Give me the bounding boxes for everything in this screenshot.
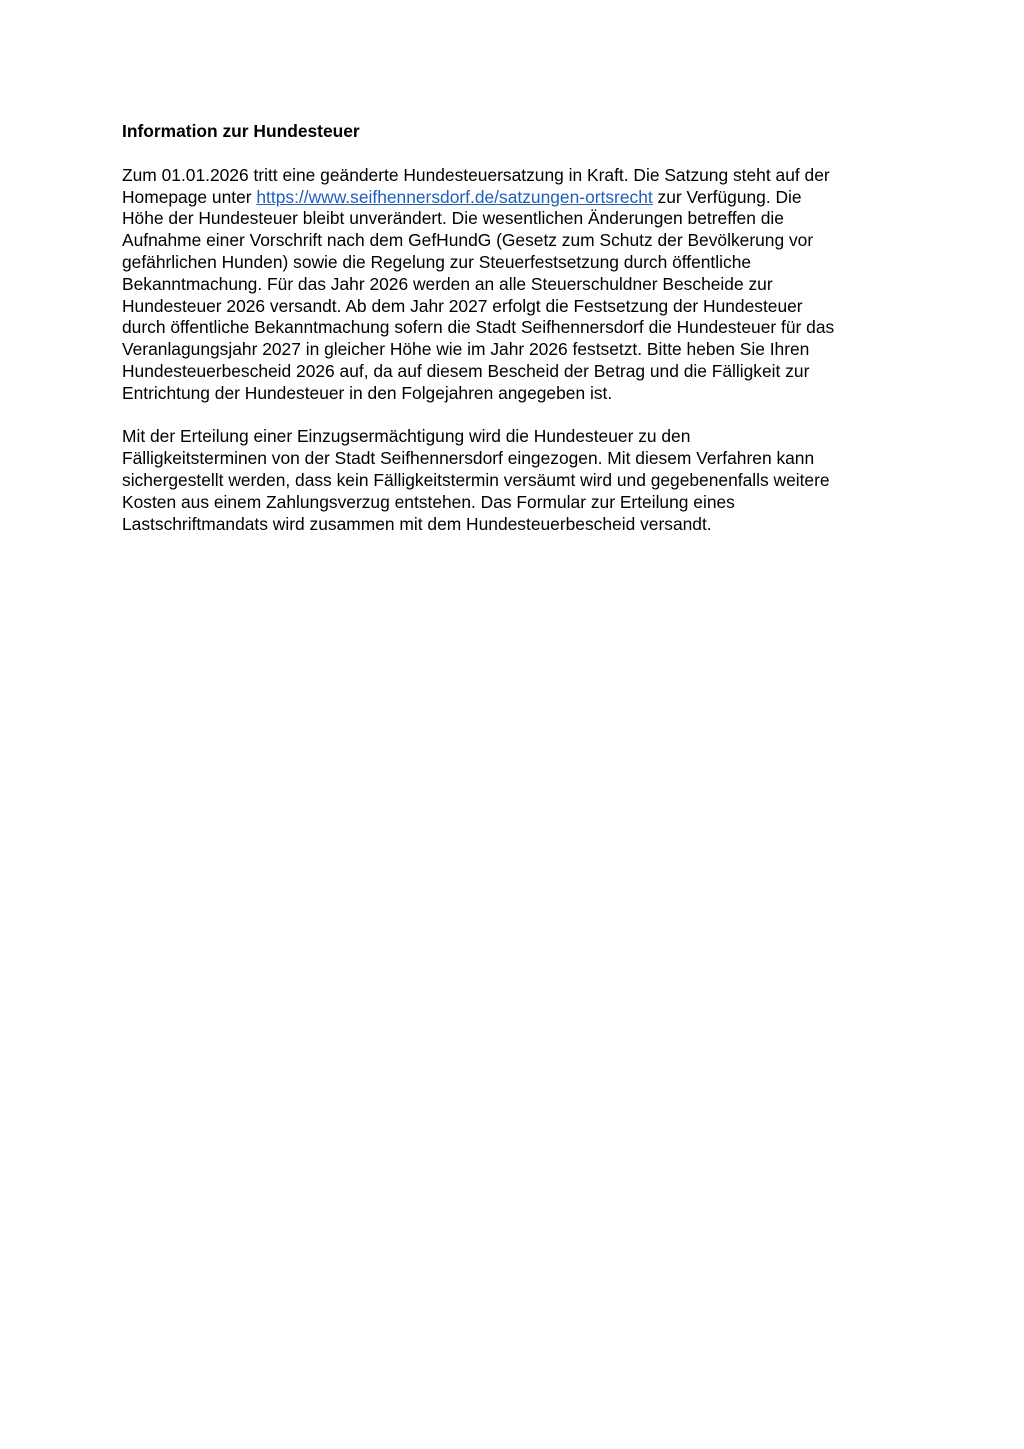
paragraph-line-with-link — [122, 187, 912, 209]
document-title: Information zur Hundesteuer — [122, 121, 360, 141]
paragraph-line: Zum 01.01.2026 tritt eine geänderte Hundesteuersatzung in Kraft. Die Satzung steht auf der — [122, 164, 830, 185]
paragraph-line: Fälligkeitsterminen von der Stadt Seifhennersdorf eingezogen. Mit diesem Verfahren kann — [122, 448, 815, 469]
paragraph-line: Bekanntmachung. Für das Jahr 2026 werden an alle Steuerschuldner Bescheide zur — [122, 273, 773, 294]
paragraph-line: Hundesteuer 2026 versandt. Ab dem Jahr 2027 erfolgt die Festsetzung der Hundesteuer — [122, 295, 803, 316]
paragraph-line: Lastschriftmandats wird zusammen mit dem Hundesteuerbescheid versandt. — [122, 513, 712, 534]
document-content — [122, 121, 912, 557]
link-prefix-text: Homepage unter — [122, 186, 257, 207]
paragraph-line: durch öffentliche Bekanntmachung sofern die Stadt Seifhennersdorf die Hundesteuer für das — [122, 317, 835, 338]
paragraph-einzugsermaechtigung — [122, 426, 912, 535]
paragraph-line: Entrichtung der Hundesteuer in den Folgejahren angegeben ist. — [122, 382, 613, 403]
paragraph-line: sichergestellt werden, dass kein Fälligkeitstermin versäumt wird und gegebenenfalls weitere — [122, 469, 830, 490]
paragraph-line: Veranlagungsjahr 2027 in gleicher Höhe wie im Jahr 2026 festsetzt. Bitte heben Sie Ihren — [122, 339, 810, 360]
satzung-homepage-link[interactable]: https://www.seifhennersdorf.de/satzungen-ortsrecht — [256, 186, 653, 207]
paragraph-line: gefährlichen Hunden) sowie die Regelung zur Steuerfestsetzung durch öffentliche — [122, 251, 752, 272]
paragraph-satzung — [122, 165, 912, 405]
paragraph-line: Kosten aus einem Zahlungsverzug entstehen. Das Formular zur Erteilung eines — [122, 491, 735, 512]
paragraph-line: Mit der Erteilung einer Einzugsermächtigung wird die Hundesteuer zu den — [122, 426, 691, 447]
paragraph-line: Aufnahme einer Vorschrift nach dem GefHundG (Gesetz zum Schutz der Bevölkerung vor — [122, 230, 814, 251]
paragraph-line: Höhe der Hundesteuer bleibt unverändert. Die wesentlichen Änderungen betreffen die — [122, 208, 784, 229]
paragraph-line: Hundesteuerbescheid 2026 auf, da auf diesem Bescheid der Betrag und die Fälligkeit zur — [122, 360, 810, 381]
link-suffix-text: zur Verfügung. Die — [652, 186, 802, 207]
